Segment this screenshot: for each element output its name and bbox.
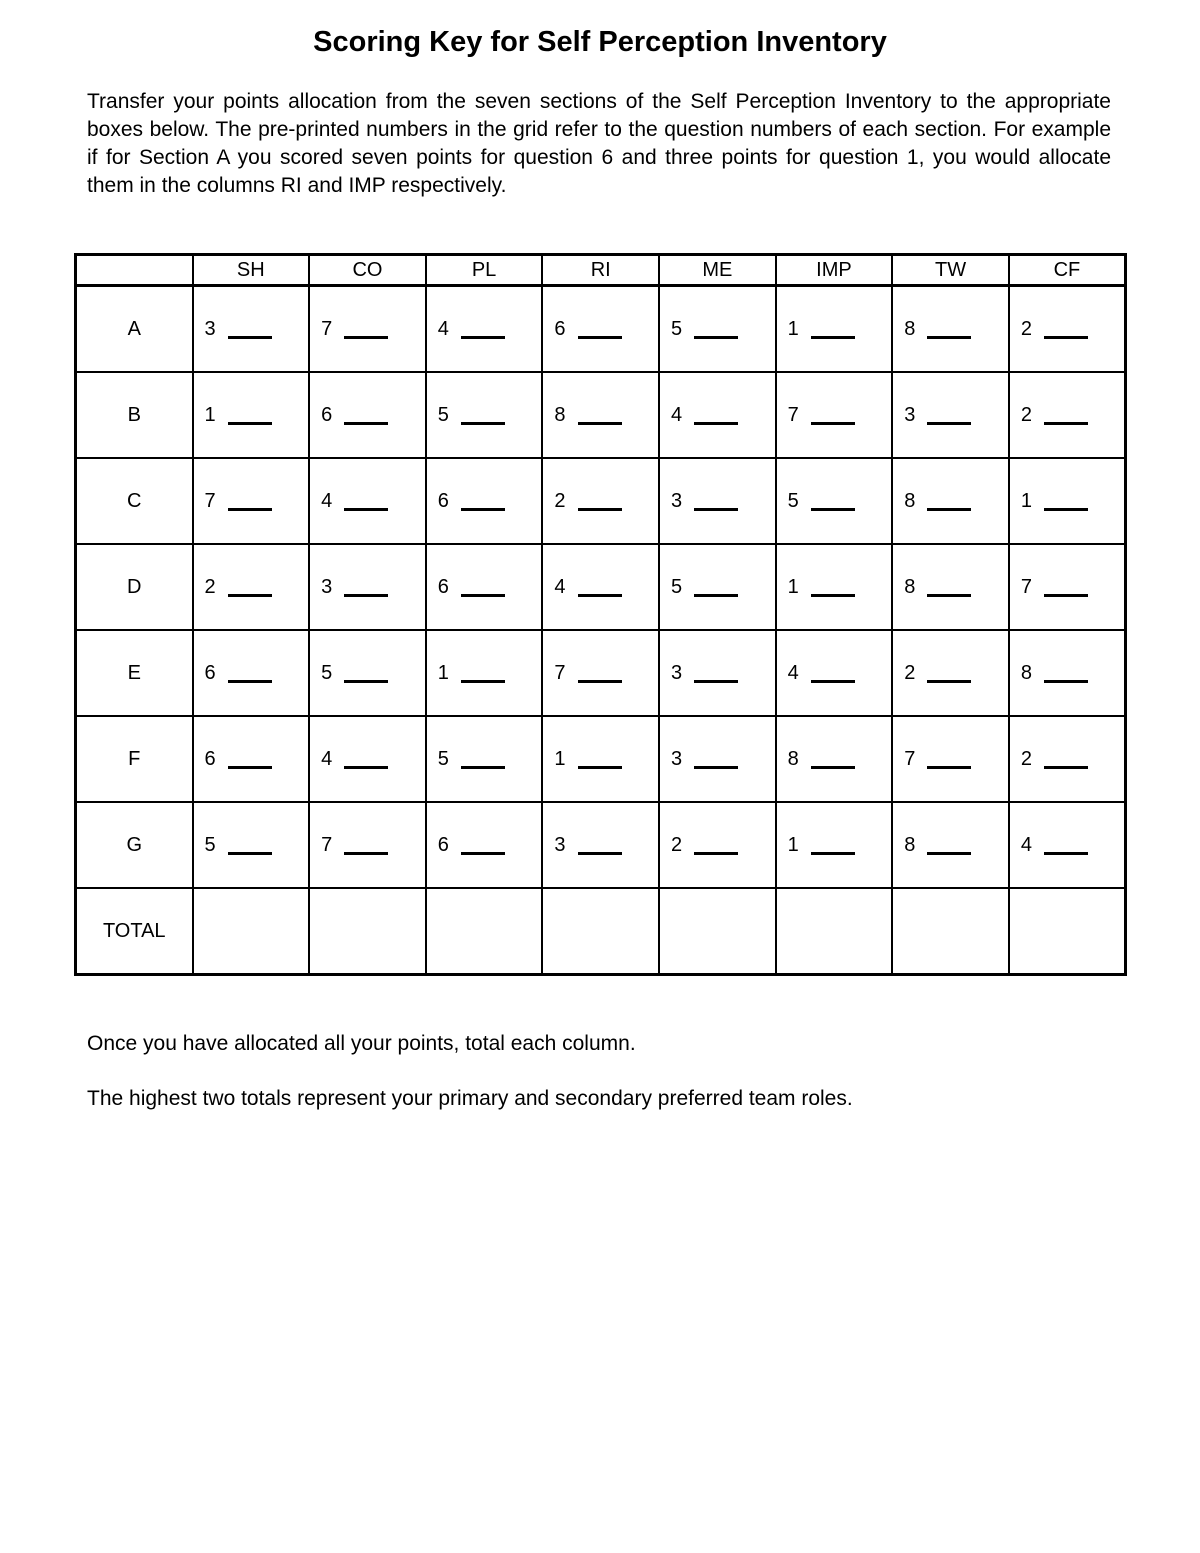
total-cell-pl[interactable]: [426, 888, 543, 975]
score-cell: [309, 286, 426, 373]
table-row: [76, 544, 1126, 630]
question-number: 1: [787, 575, 799, 598]
total-cell-co[interactable]: [309, 888, 426, 975]
score-cell: [1009, 716, 1126, 802]
question-number: 3: [204, 317, 216, 340]
question-number: 6: [204, 747, 216, 770]
corner-cell: [76, 255, 193, 286]
total-cell-me[interactable]: [659, 888, 776, 975]
total-cell-imp[interactable]: [776, 888, 893, 975]
score-cell: [542, 458, 659, 544]
score-cell: [193, 544, 310, 630]
score-cell: [892, 802, 1009, 888]
score-cell: [776, 286, 893, 373]
score-cell: [776, 716, 893, 802]
score-cell: [426, 286, 543, 373]
points-entry-blank[interactable]: [578, 852, 622, 855]
column-header-pl: PL: [426, 255, 543, 286]
table-row: [76, 630, 1126, 716]
question-number: 8: [554, 403, 566, 426]
score-cell: [1009, 630, 1126, 716]
question-number: 6: [554, 317, 566, 340]
points-entry-blank[interactable]: [461, 336, 505, 339]
question-number: 1: [204, 403, 216, 426]
footer-instruction-1: Once you have allocated all your points, total each column.: [87, 1032, 636, 1055]
question-number: 6: [437, 833, 449, 856]
points-entry-blank[interactable]: [461, 422, 505, 425]
score-cell: [776, 458, 893, 544]
table-row: [76, 802, 1126, 888]
points-entry-blank[interactable]: [578, 594, 622, 597]
total-cell-tw[interactable]: [892, 888, 1009, 975]
table-row: [76, 286, 1126, 373]
points-entry-blank[interactable]: [811, 422, 855, 425]
score-cell: [659, 544, 776, 630]
points-entry-blank[interactable]: [344, 852, 388, 855]
score-cell: [1009, 458, 1126, 544]
score-cell: [193, 458, 310, 544]
points-entry-blank[interactable]: [344, 336, 388, 339]
total-cell-cf[interactable]: [1009, 888, 1126, 975]
points-entry-blank[interactable]: [1044, 594, 1088, 597]
score-cell: [1009, 286, 1126, 373]
score-cell: [309, 544, 426, 630]
score-cell: [309, 372, 426, 458]
points-entry-blank[interactable]: [228, 594, 272, 597]
column-header-tw: TW: [892, 255, 1009, 286]
question-number: 5: [437, 747, 449, 770]
column-header-co: CO: [309, 255, 426, 286]
score-cell: [659, 286, 776, 373]
points-entry-blank[interactable]: [461, 680, 505, 683]
score-cell: [193, 802, 310, 888]
column-header-me: ME: [659, 255, 776, 286]
row-label: A: [76, 286, 193, 373]
question-number: 7: [321, 317, 333, 340]
score-cell: [1009, 544, 1126, 630]
score-cell: [776, 802, 893, 888]
question-number: 1: [554, 747, 566, 770]
score-cell: [659, 716, 776, 802]
score-cell: [776, 544, 893, 630]
column-header-ri: RI: [542, 255, 659, 286]
score-cell: [426, 458, 543, 544]
points-entry-blank[interactable]: [811, 852, 855, 855]
question-number: 6: [437, 489, 449, 512]
question-number: 5: [787, 489, 799, 512]
score-cell: [426, 372, 543, 458]
question-number: 4: [437, 317, 449, 340]
column-header-imp: IMP: [776, 255, 893, 286]
points-entry-blank[interactable]: [811, 766, 855, 769]
question-number: 3: [671, 489, 683, 512]
points-entry-blank[interactable]: [344, 594, 388, 597]
score-cell: [309, 630, 426, 716]
row-label: E: [76, 630, 193, 716]
points-entry-blank[interactable]: [1044, 508, 1088, 511]
question-number: 4: [554, 575, 566, 598]
score-cell: [193, 716, 310, 802]
score-cell: [776, 372, 893, 458]
score-cell: [309, 716, 426, 802]
question-number: 3: [671, 747, 683, 770]
question-number: 1: [787, 317, 799, 340]
points-entry-blank[interactable]: [344, 508, 388, 511]
question-number: 2: [904, 661, 916, 684]
points-entry-blank[interactable]: [927, 422, 971, 425]
points-entry-blank[interactable]: [694, 508, 738, 511]
score-cell: [542, 544, 659, 630]
question-number: 8: [1020, 661, 1032, 684]
question-number: 6: [437, 575, 449, 598]
points-entry-blank[interactable]: [228, 852, 272, 855]
question-number: 2: [204, 575, 216, 598]
points-entry-blank[interactable]: [811, 508, 855, 511]
score-cell: [193, 630, 310, 716]
points-entry-blank[interactable]: [228, 422, 272, 425]
points-entry-blank[interactable]: [694, 680, 738, 683]
points-entry-blank[interactable]: [694, 852, 738, 855]
question-number: 4: [1020, 833, 1032, 856]
points-entry-blank[interactable]: [1044, 422, 1088, 425]
score-cell: [426, 716, 543, 802]
question-number: 6: [204, 661, 216, 684]
score-cell: [542, 372, 659, 458]
score-cell: [659, 802, 776, 888]
points-entry-blank[interactable]: [811, 594, 855, 597]
question-number: 1: [787, 833, 799, 856]
row-label: B: [76, 372, 193, 458]
points-entry-blank[interactable]: [927, 508, 971, 511]
question-number: 3: [904, 403, 916, 426]
total-cell-sh[interactable]: [193, 888, 310, 975]
score-cell: [892, 458, 1009, 544]
row-label: D: [76, 544, 193, 630]
footer-instruction-2: The highest two totals represent your primary and secondary preferred team roles.: [87, 1087, 853, 1110]
score-cell: [1009, 802, 1126, 888]
points-entry-blank[interactable]: [578, 680, 622, 683]
page-title: Scoring Key for Self Perception Inventory: [313, 26, 887, 58]
score-cell: [659, 372, 776, 458]
question-number: 4: [787, 661, 799, 684]
question-number: 7: [787, 403, 799, 426]
points-entry-blank[interactable]: [1044, 680, 1088, 683]
row-label: C: [76, 458, 193, 544]
score-cell: [892, 372, 1009, 458]
score-cell: [1009, 372, 1126, 458]
question-number: 1: [437, 661, 449, 684]
points-entry-blank[interactable]: [344, 422, 388, 425]
score-cell: [542, 716, 659, 802]
row-label: F: [76, 716, 193, 802]
question-number: 5: [671, 575, 683, 598]
score-cell: [892, 630, 1009, 716]
score-cell: [892, 544, 1009, 630]
question-number: 2: [1020, 403, 1032, 426]
score-cell: [542, 802, 659, 888]
points-entry-blank[interactable]: [1044, 766, 1088, 769]
points-entry-blank[interactable]: [694, 336, 738, 339]
question-number: 5: [204, 833, 216, 856]
points-entry-blank[interactable]: [578, 766, 622, 769]
points-entry-blank[interactable]: [1044, 336, 1088, 339]
points-entry-blank[interactable]: [461, 852, 505, 855]
question-number: 8: [787, 747, 799, 770]
question-number: 8: [904, 489, 916, 512]
scoring-grid: [74, 253, 1127, 976]
points-entry-blank[interactable]: [344, 680, 388, 683]
points-entry-blank[interactable]: [927, 336, 971, 339]
total-row: [76, 888, 1126, 975]
score-cell: [426, 802, 543, 888]
question-number: 8: [904, 317, 916, 340]
points-entry-blank[interactable]: [578, 422, 622, 425]
score-cell: [659, 458, 776, 544]
score-cell: [892, 716, 1009, 802]
instructions-paragraph: Transfer your points allocation from the seven sections of the Self Perception Inventory to the appropriate boxes below. The pre-printed numbers in the grid refer to the question numbers of each section. For example if for Section A you scored seven points for question 6 and three points for question 1, you would allocate them in the columns RI and IMP respectively.: [87, 90, 1111, 197]
question-number: 2: [1020, 317, 1032, 340]
question-number: 4: [671, 403, 683, 426]
score-cell: [426, 630, 543, 716]
header-row: [76, 255, 1126, 286]
points-entry-blank[interactable]: [578, 336, 622, 339]
points-entry-blank[interactable]: [927, 680, 971, 683]
question-number: 7: [204, 489, 216, 512]
points-entry-blank[interactable]: [927, 594, 971, 597]
points-entry-blank[interactable]: [811, 336, 855, 339]
score-cell: [193, 372, 310, 458]
total-label: TOTAL: [76, 888, 193, 975]
points-entry-blank[interactable]: [694, 422, 738, 425]
question-number: 7: [904, 747, 916, 770]
table-row: [76, 458, 1126, 544]
points-entry-blank[interactable]: [228, 336, 272, 339]
question-number: 7: [554, 661, 566, 684]
question-number: 3: [671, 661, 683, 684]
points-entry-blank[interactable]: [228, 766, 272, 769]
points-entry-blank[interactable]: [1044, 852, 1088, 855]
points-entry-blank[interactable]: [694, 766, 738, 769]
points-entry-blank[interactable]: [461, 766, 505, 769]
points-entry-blank[interactable]: [228, 680, 272, 683]
question-number: 2: [671, 833, 683, 856]
score-cell: [309, 458, 426, 544]
score-cell: [426, 544, 543, 630]
question-number: 2: [554, 489, 566, 512]
question-number: 4: [321, 489, 333, 512]
points-entry-blank[interactable]: [344, 766, 388, 769]
points-entry-blank[interactable]: [927, 852, 971, 855]
score-cell: [542, 630, 659, 716]
points-entry-blank[interactable]: [228, 508, 272, 511]
question-number: 7: [321, 833, 333, 856]
question-number: 3: [321, 575, 333, 598]
question-number: 5: [321, 661, 333, 684]
score-cell: [776, 630, 893, 716]
question-number: 8: [904, 833, 916, 856]
points-entry-blank[interactable]: [694, 594, 738, 597]
question-number: 7: [1020, 575, 1032, 598]
question-number: 3: [554, 833, 566, 856]
table-row: [76, 372, 1126, 458]
column-header-cf: CF: [1009, 255, 1126, 286]
question-number: 8: [904, 575, 916, 598]
score-cell: [193, 286, 310, 373]
points-entry-blank[interactable]: [461, 594, 505, 597]
points-entry-blank[interactable]: [578, 508, 622, 511]
question-number: 6: [321, 403, 333, 426]
question-number: 5: [437, 403, 449, 426]
question-number: 1: [1020, 489, 1032, 512]
score-cell: [542, 286, 659, 373]
column-header-sh: SH: [193, 255, 310, 286]
points-entry-blank[interactable]: [461, 508, 505, 511]
score-cell: [309, 802, 426, 888]
score-cell: [659, 630, 776, 716]
table-row: [76, 716, 1126, 802]
points-entry-blank[interactable]: [927, 766, 971, 769]
total-cell-ri[interactable]: [542, 888, 659, 975]
score-cell: [892, 286, 1009, 373]
row-label: G: [76, 802, 193, 888]
points-entry-blank[interactable]: [811, 680, 855, 683]
question-number: 4: [321, 747, 333, 770]
question-number: 2: [1020, 747, 1032, 770]
question-number: 5: [671, 317, 683, 340]
